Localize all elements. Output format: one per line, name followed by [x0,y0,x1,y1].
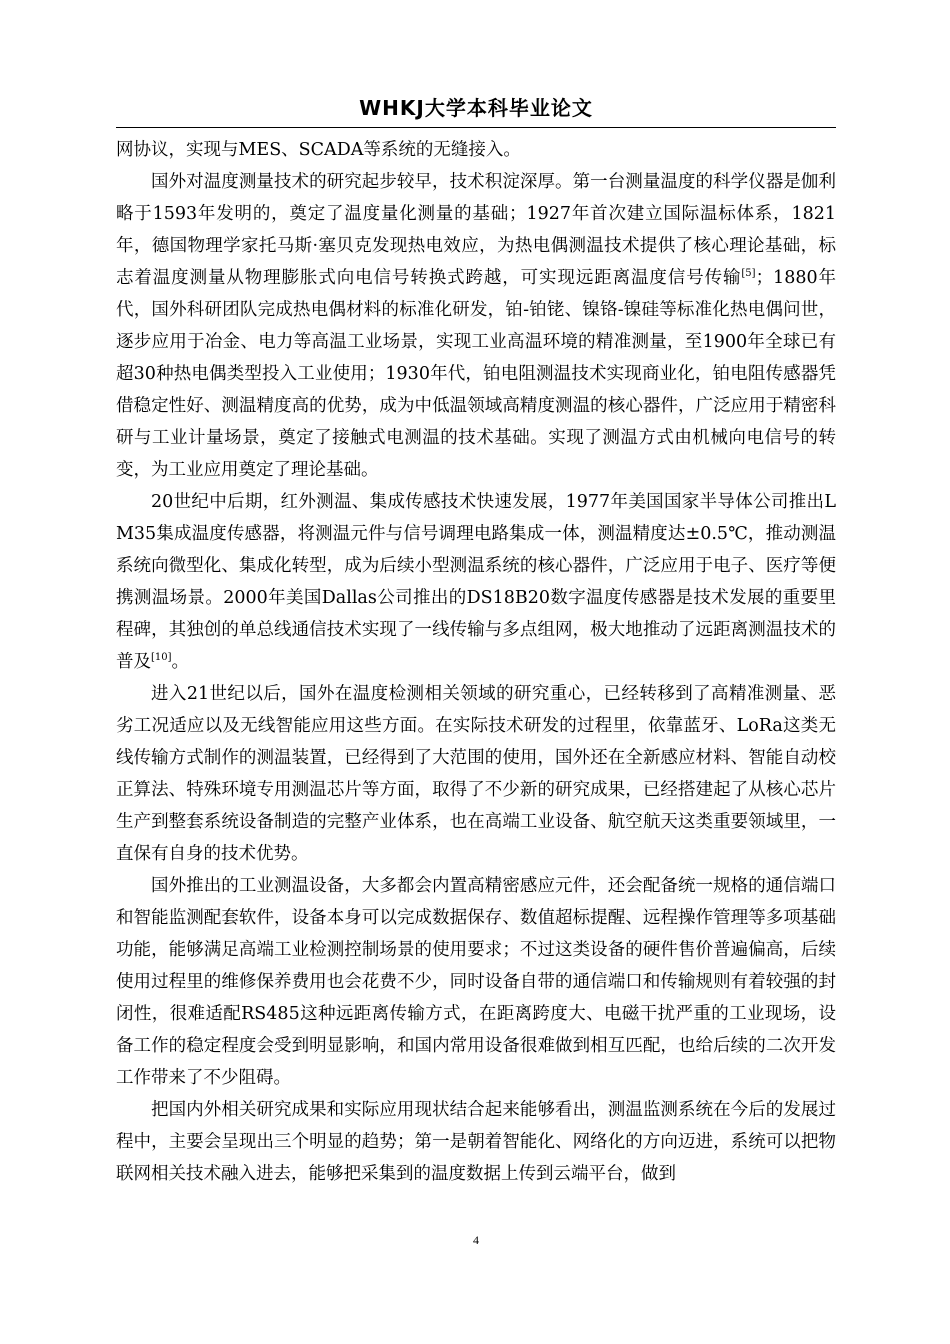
paragraph-text-tail: 。 [171,652,190,672]
paragraph-text: 把国内外相关研究成果和实际应用现状结合起来能够看出，测温监测系统在今后的发展过程中，主要会呈现出三个明显的趋势；第一是朝着智能化、网络化的方向迈进，系统可以把物联网相关技术融入进去，能够把采集到的温度数据上传到云端平台，做到 [116,1100,836,1184]
paragraph-text-tail: ；1880年代，国外科研团队完成热电偶材料的标准化研发，铂-铂铑、镍铬-镍硅等标准化热电偶问世，逐步应用于冶金、电力等高温工业场景，实现工业高温环境的精准测量，至1900年全球已有超30种热电偶类型投入工业使用；1930年代，铂电阻测温技术实现商业化，铂电阻传感器凭借稳定性好、测温精度高的优势，成为中低温领域高精度测温的核心器件，广泛应用于精密科研与工业计量场景，奠定了接触式电测温的技术基础。实现了测温方式由机械向电信号的转变，为工业应用奠定了理论基础。 [116,268,836,480]
running-header: WHKJ大学本科毕业论文 [359,96,593,120]
paragraph-21st-century [116,678,836,870]
citation-mark: [5] [741,268,756,280]
paragraph-20th-century [116,486,836,678]
header-rule [116,127,836,128]
citation-mark: [10] [151,652,172,664]
paragraph-text: 20世纪中后期，红外测温、集成传感技术快速发展，1977年美国国家半导体公司推出LM35集成温度传感器，将测温元件与信号调理电路集成一体，测温精度达±0.5℃，推动测温系统向微型化、集成化转型，成为后续小型测温系统的核心器件，广泛应用于电子、医疗等便携测温场景。2000年美国Dallas公司推出的DS18B20数字温度传感器是技术发展的重要里程碑，其独创的单总线通信技术实现了一线传输与多点组网，极大地推动了远距离测温技术的普及 [116,492,836,672]
paragraph-text: 国外对温度测量技术的研究起步较早，技术积淀深厚。第一台测量温度的科学仪器是伽利略于1593年发明的，奠定了温度量化测量的基础；1927年首次建立国际温标体系，1821年，德国物理学家托马斯·塞贝克发现热电效应，为热电偶测温技术提供了核心理论基础，标志着温度测量从物理膨胀式向电信号转换式跨越，可实现远距离温度信号传输 [116,172,836,288]
paragraph-foreign-history [116,166,836,486]
paragraph-text: 网协议，实现与MES、SCADA等系统的无缝接入。 [116,140,521,160]
paragraph-text: 进入21世纪以后，国外在温度检测相关领域的研究重心，已经转移到了高精准测量、恶劣工况适应以及无线智能应用这些方面。在实际技术研发的过程里，依靠蓝牙、LoRa这类无线传输方式制作的测温装置，已经得到了大范围的使用，国外还在全新感应材料、智能自动校正算法、特殊环境专用测温芯片等方面，取得了不少新的研究成果，已经搭建起了从核心芯片生产到整套系统设备制造的完整产业体系，也在高端工业设备、航空航天这类重要领域里，一直保有自身的技术优势。 [116,684,836,864]
body-text [116,134,836,1190]
paragraph-text: 国外推出的工业测温设备，大多都会内置高精密感应元件，还会配备统一规格的通信端口和智能监测配套软件，设备本身可以完成数据保存、数值超标提醒、远程操作管理等多项基础功能，能够满足高端工业检测控制场景的使用要求；不过这类设备的硬件售价普遍偏高，后续使用过程里的维修保养费用也会花费不少，同时设备自带的通信端口和传输规则有着较强的封闭性，很难适配RS485这种远距离传输方式，在距离跨度大、电磁干扰严重的工业现场，设备工作的稳定程度会受到明显影响，和国内常用设备很难做到相互匹配，也给后续的二次开发工作带来了不少阻碍。 [116,876,836,1088]
paragraph-continuation [116,134,836,166]
paragraph-trends [116,1094,836,1190]
paragraph-foreign-equipment [116,870,836,1094]
page-number: 4 [473,1233,479,1247]
